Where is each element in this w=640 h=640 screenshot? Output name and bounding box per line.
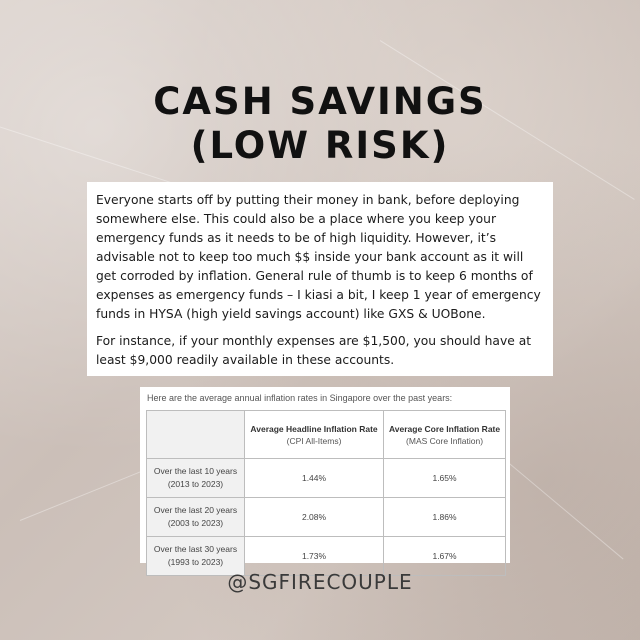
headline-rate-cell: 2.08% [245, 498, 384, 537]
table-row [147, 459, 506, 498]
core-rate-cell: 1.86% [384, 498, 506, 537]
page-title [0, 80, 640, 168]
core-rate-cell: 1.67% [384, 537, 506, 576]
row-label-period: Over the last 10 years [153, 466, 238, 476]
title-line-2: (LOW RISK) [190, 124, 450, 167]
row-label [147, 498, 245, 537]
row-label [147, 459, 245, 498]
header-core-inflation [384, 411, 506, 459]
row-label-years: (2013 to 2023) [167, 479, 224, 489]
row-label-period: Over the last 20 years [153, 505, 238, 515]
row-label-years: (2003 to 2023) [167, 518, 224, 528]
header-sub-label: (MAS Core Inflation) [406, 435, 484, 446]
table-row [147, 498, 506, 537]
table-corner-cell [147, 411, 245, 459]
header-sub-label: (CPI All-Items) [286, 435, 342, 446]
row-label-years: (1993 to 2023) [167, 557, 224, 567]
header-headline-inflation [245, 411, 384, 459]
inflation-table-card [140, 387, 510, 567]
table-intro: Here are the average annual inflation rates in Singapore over the past years: [147, 393, 453, 403]
description-paragraph-1: Everyone starts off by putting their money in bank, before deploying somewhere else. This could also be a place where you keep your emergency funds as it needs to be of high liquidity. However, it’s advisable not to keep too much $$ inside your bank account as it will get corroded by inflation. General rule of thumb is to keep 6 months of expenses as emergency funds – I kiasi a bit, I keep 1 year of emergency funds in HYSA (high yield savings account) like GXS & UOBone. [96, 193, 541, 321]
headline-rate-cell: 1.73% [245, 537, 384, 576]
title-line-1: CASH SAVINGS [153, 80, 487, 123]
row-label-period: Over the last 30 years [153, 544, 238, 554]
header-main-label: Average Headline Inflation Rate [250, 423, 378, 434]
description-paragraph-2: For instance, if your monthly expenses are $1,500, you should have at least $9,000 readily available in these accounts. [96, 334, 532, 367]
core-rate-cell: 1.65% [384, 459, 506, 498]
table-header-row [147, 411, 506, 459]
inflation-table [146, 410, 506, 576]
header-main-label: Average Core Inflation Rate [388, 423, 501, 434]
headline-rate-cell: 1.44% [245, 459, 384, 498]
social-handle: @SGFIRECOUPLE [227, 570, 413, 594]
description-card [87, 182, 553, 376]
